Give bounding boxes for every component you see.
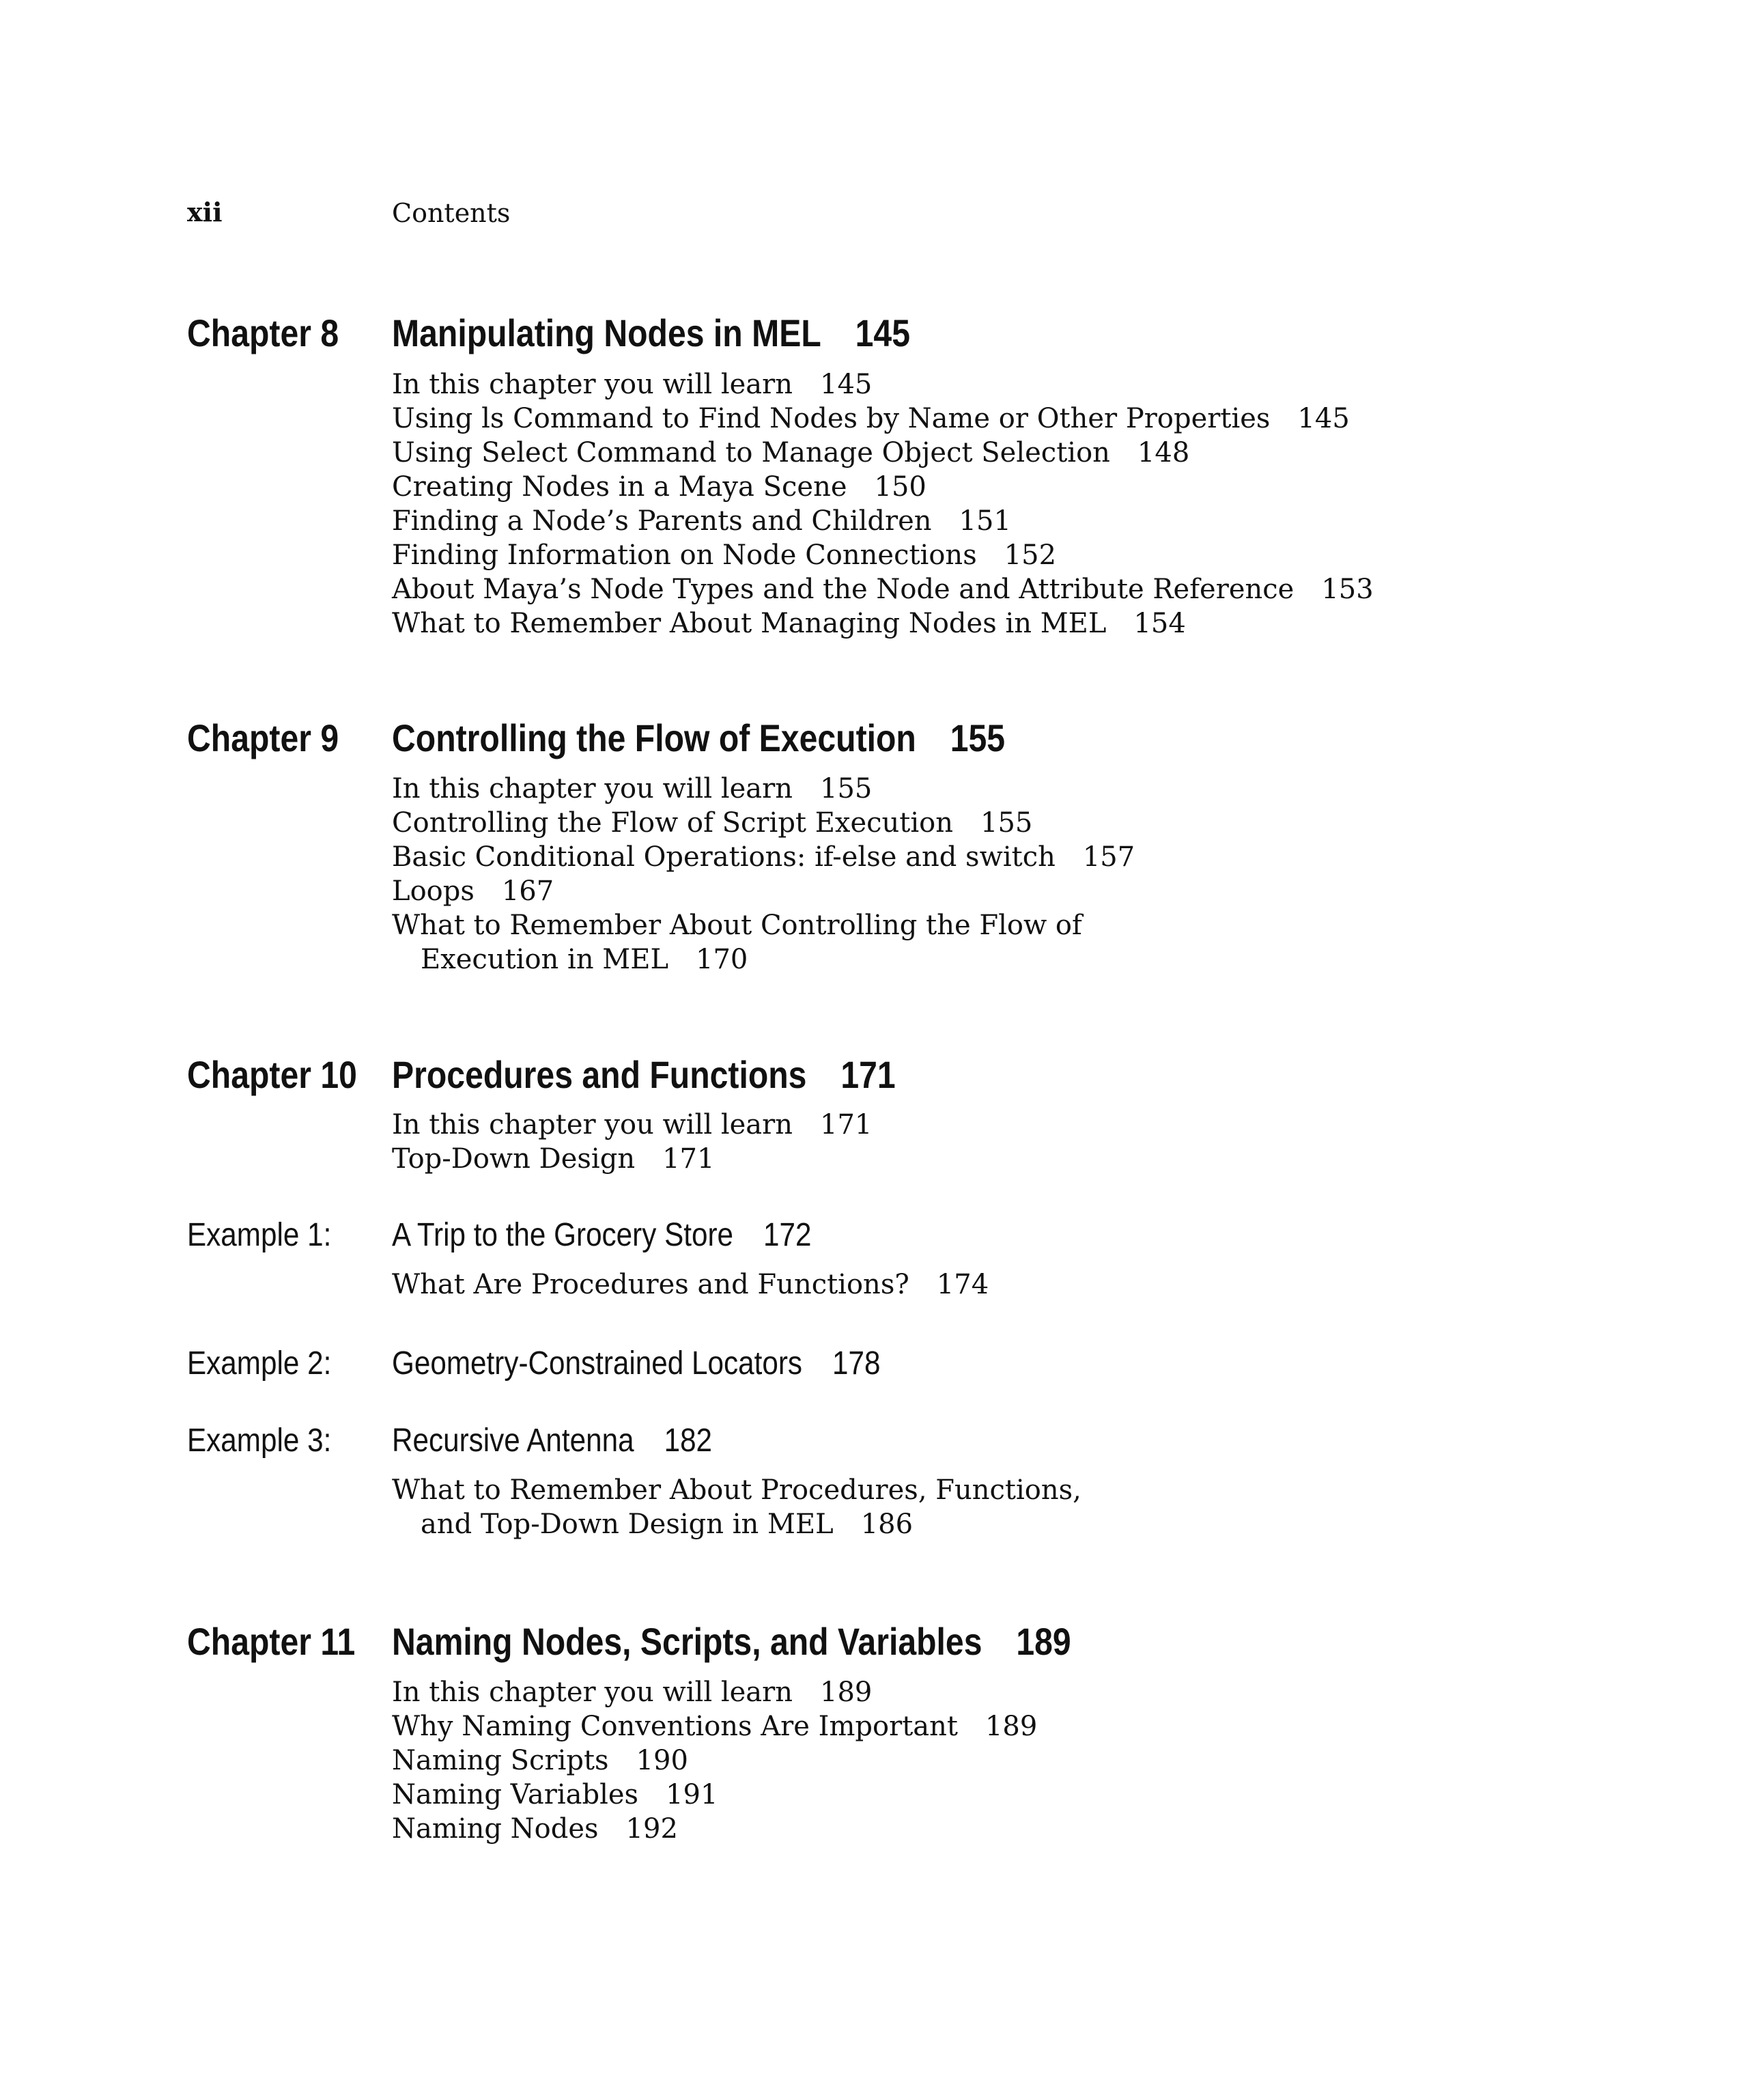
toc-entry-text: Basic Conditional Operations: if-else and switch: [392, 841, 1056, 873]
chapter-title: [392, 1053, 896, 1096]
toc-entry: [392, 367, 1374, 402]
chapter-title: [392, 1620, 1071, 1663]
example-label: Example 3:: [187, 1423, 332, 1459]
example-page: 172: [763, 1217, 812, 1253]
toc-entry-text: In this chapter you will learn: [392, 1677, 793, 1708]
chapter-page: 145: [855, 311, 910, 354]
chapter-title-text: Procedures and Functions: [392, 1053, 807, 1096]
toc-entry: [392, 504, 1374, 538]
toc-entry-page: 150: [874, 471, 926, 503]
chapter-label: Chapter 10: [187, 1053, 357, 1096]
toc-entry-continuation: [392, 1507, 1081, 1541]
toc-entry: [392, 1142, 872, 1176]
toc-entry-text: Top-Down Design: [392, 1143, 636, 1175]
toc-entry: [392, 1268, 989, 1302]
chapter-label: Chapter 8: [187, 311, 339, 354]
toc-entry-page: 155: [980, 807, 1033, 839]
toc-entry-text: In this chapter you will learn: [392, 773, 793, 804]
toc-entry: [392, 470, 1374, 504]
example-title-text: A Trip to the Grocery Store: [392, 1217, 734, 1253]
toc-entry-text: Using ls Command to Find Nodes by Name or Other Properties: [392, 403, 1271, 434]
toc-entry-page: 152: [1004, 540, 1057, 571]
chapter-title: [392, 716, 1006, 759]
toc-entry-text: Using Select Command to Manage Object Selection: [392, 437, 1110, 468]
toc-entry: [392, 772, 1135, 806]
toc-entry-text: Naming Nodes: [392, 1813, 599, 1845]
toc-entry-text: Creating Nodes in a Maya Scene: [392, 471, 847, 503]
toc-entry-text: What Are Procedures and Functions?: [392, 1269, 909, 1300]
toc-entry: [392, 1675, 1037, 1709]
toc-entry-page: 191: [666, 1779, 718, 1810]
toc-entry-page: 171: [820, 1109, 873, 1140]
chapter-label: Chapter 11: [187, 1620, 356, 1663]
toc-entry-text: Controlling the Flow of Script Execution: [392, 807, 954, 839]
toc-entry-text: Finding a Node’s Parents and Children: [392, 505, 932, 537]
example-page: 182: [664, 1423, 713, 1459]
toc-entry-text: What to Remember About Procedures, Functions,: [392, 1474, 1081, 1506]
toc-entry-text: About Maya’s Node Types and the Node and Attribute Reference: [392, 574, 1294, 605]
example-1-entries: [392, 1268, 989, 1302]
toc-entry-page: 171: [662, 1143, 715, 1175]
toc-entry: [392, 1108, 872, 1142]
toc-entry-page: 145: [1297, 403, 1350, 434]
toc-entry-text: and Top-Down Design in MEL: [421, 1509, 834, 1540]
example-label: Example 2:: [187, 1345, 332, 1382]
chapter-title-text: Controlling the Flow of Execution: [392, 716, 916, 759]
toc-entry-page: 155: [820, 773, 873, 804]
example-title-text: Recursive Antenna: [392, 1423, 634, 1459]
toc-entry: [392, 1778, 1037, 1812]
toc-entry: [392, 840, 1135, 874]
running-head: Contents: [392, 198, 511, 228]
toc-entry-page: 157: [1082, 841, 1135, 873]
toc-entry-page: 167: [501, 876, 554, 907]
toc-entry: [392, 436, 1374, 470]
toc-entry-page: 153: [1321, 574, 1374, 605]
page-number: xii: [187, 197, 223, 227]
toc-entry-page: 189: [820, 1677, 873, 1708]
toc-entry: [392, 606, 1374, 641]
toc-entry-text: Why Naming Conventions Are Important: [392, 1711, 958, 1742]
toc-entry: [392, 1473, 1081, 1507]
example-title: [392, 1425, 712, 1457]
toc-entry-page: 189: [985, 1711, 1038, 1742]
example-title-text: Geometry-Constrained Locators: [392, 1345, 803, 1382]
toc-entry: [392, 908, 1135, 942]
toc-entry-text: Loops: [392, 876, 475, 907]
toc-entry-text: Naming Variables: [392, 1779, 639, 1810]
chapter-label: Chapter 9: [187, 716, 339, 759]
toc-entry-text: Execution in MEL: [421, 944, 669, 975]
toc-entry: [392, 1812, 1037, 1846]
chapter-11-entries: [392, 1675, 1037, 1846]
chapter-page: 189: [1016, 1620, 1071, 1663]
toc-entry-page: 145: [820, 369, 873, 400]
toc-entry-text: What to Remember About Managing Nodes in MEL: [392, 608, 1107, 639]
chapter-10-entries: [392, 1108, 872, 1176]
example-title: [392, 1347, 880, 1380]
chapter-title: [392, 311, 910, 354]
chapter-title-text: Naming Nodes, Scripts, and Variables: [392, 1620, 982, 1663]
toc-entry-page: 148: [1137, 437, 1190, 468]
example-3-entries: [392, 1473, 1081, 1541]
chapter-title-text: Manipulating Nodes in MEL: [392, 311, 821, 354]
example-page: 178: [832, 1345, 881, 1382]
toc-entry: [392, 874, 1135, 908]
toc-entry: [392, 402, 1374, 436]
toc-entry-text: In this chapter you will learn: [392, 369, 793, 400]
toc-entry-page: 170: [696, 944, 748, 975]
toc-entry: [392, 806, 1135, 840]
toc-entry-page: 151: [959, 505, 1011, 537]
toc-entry-page: 192: [625, 1813, 678, 1845]
toc-entry-continuation: [392, 942, 1135, 977]
toc-entry-text: Finding Information on Node Connections: [392, 540, 977, 571]
toc-entry: [392, 538, 1374, 572]
chapter-page: 171: [840, 1053, 896, 1096]
toc-entry-page: 186: [860, 1509, 914, 1540]
example-label: Example 1:: [187, 1217, 332, 1253]
toc-entry-page: 154: [1133, 608, 1186, 639]
chapter-page: 155: [950, 716, 1006, 759]
toc-entry-text: Naming Scripts: [392, 1745, 609, 1776]
toc-entry-page: 174: [936, 1269, 989, 1300]
chapter-8-entries: [392, 367, 1374, 641]
toc-entry: [392, 1709, 1037, 1744]
toc-entry: [392, 1744, 1037, 1778]
toc-entry-text: What to Remember About Controlling the Flow of: [392, 910, 1082, 941]
toc-entry-page: 190: [636, 1745, 688, 1776]
toc-entry: [392, 572, 1374, 606]
chapter-9-entries: [392, 772, 1135, 977]
example-title: [392, 1219, 812, 1252]
toc-entry-text: In this chapter you will learn: [392, 1109, 793, 1140]
